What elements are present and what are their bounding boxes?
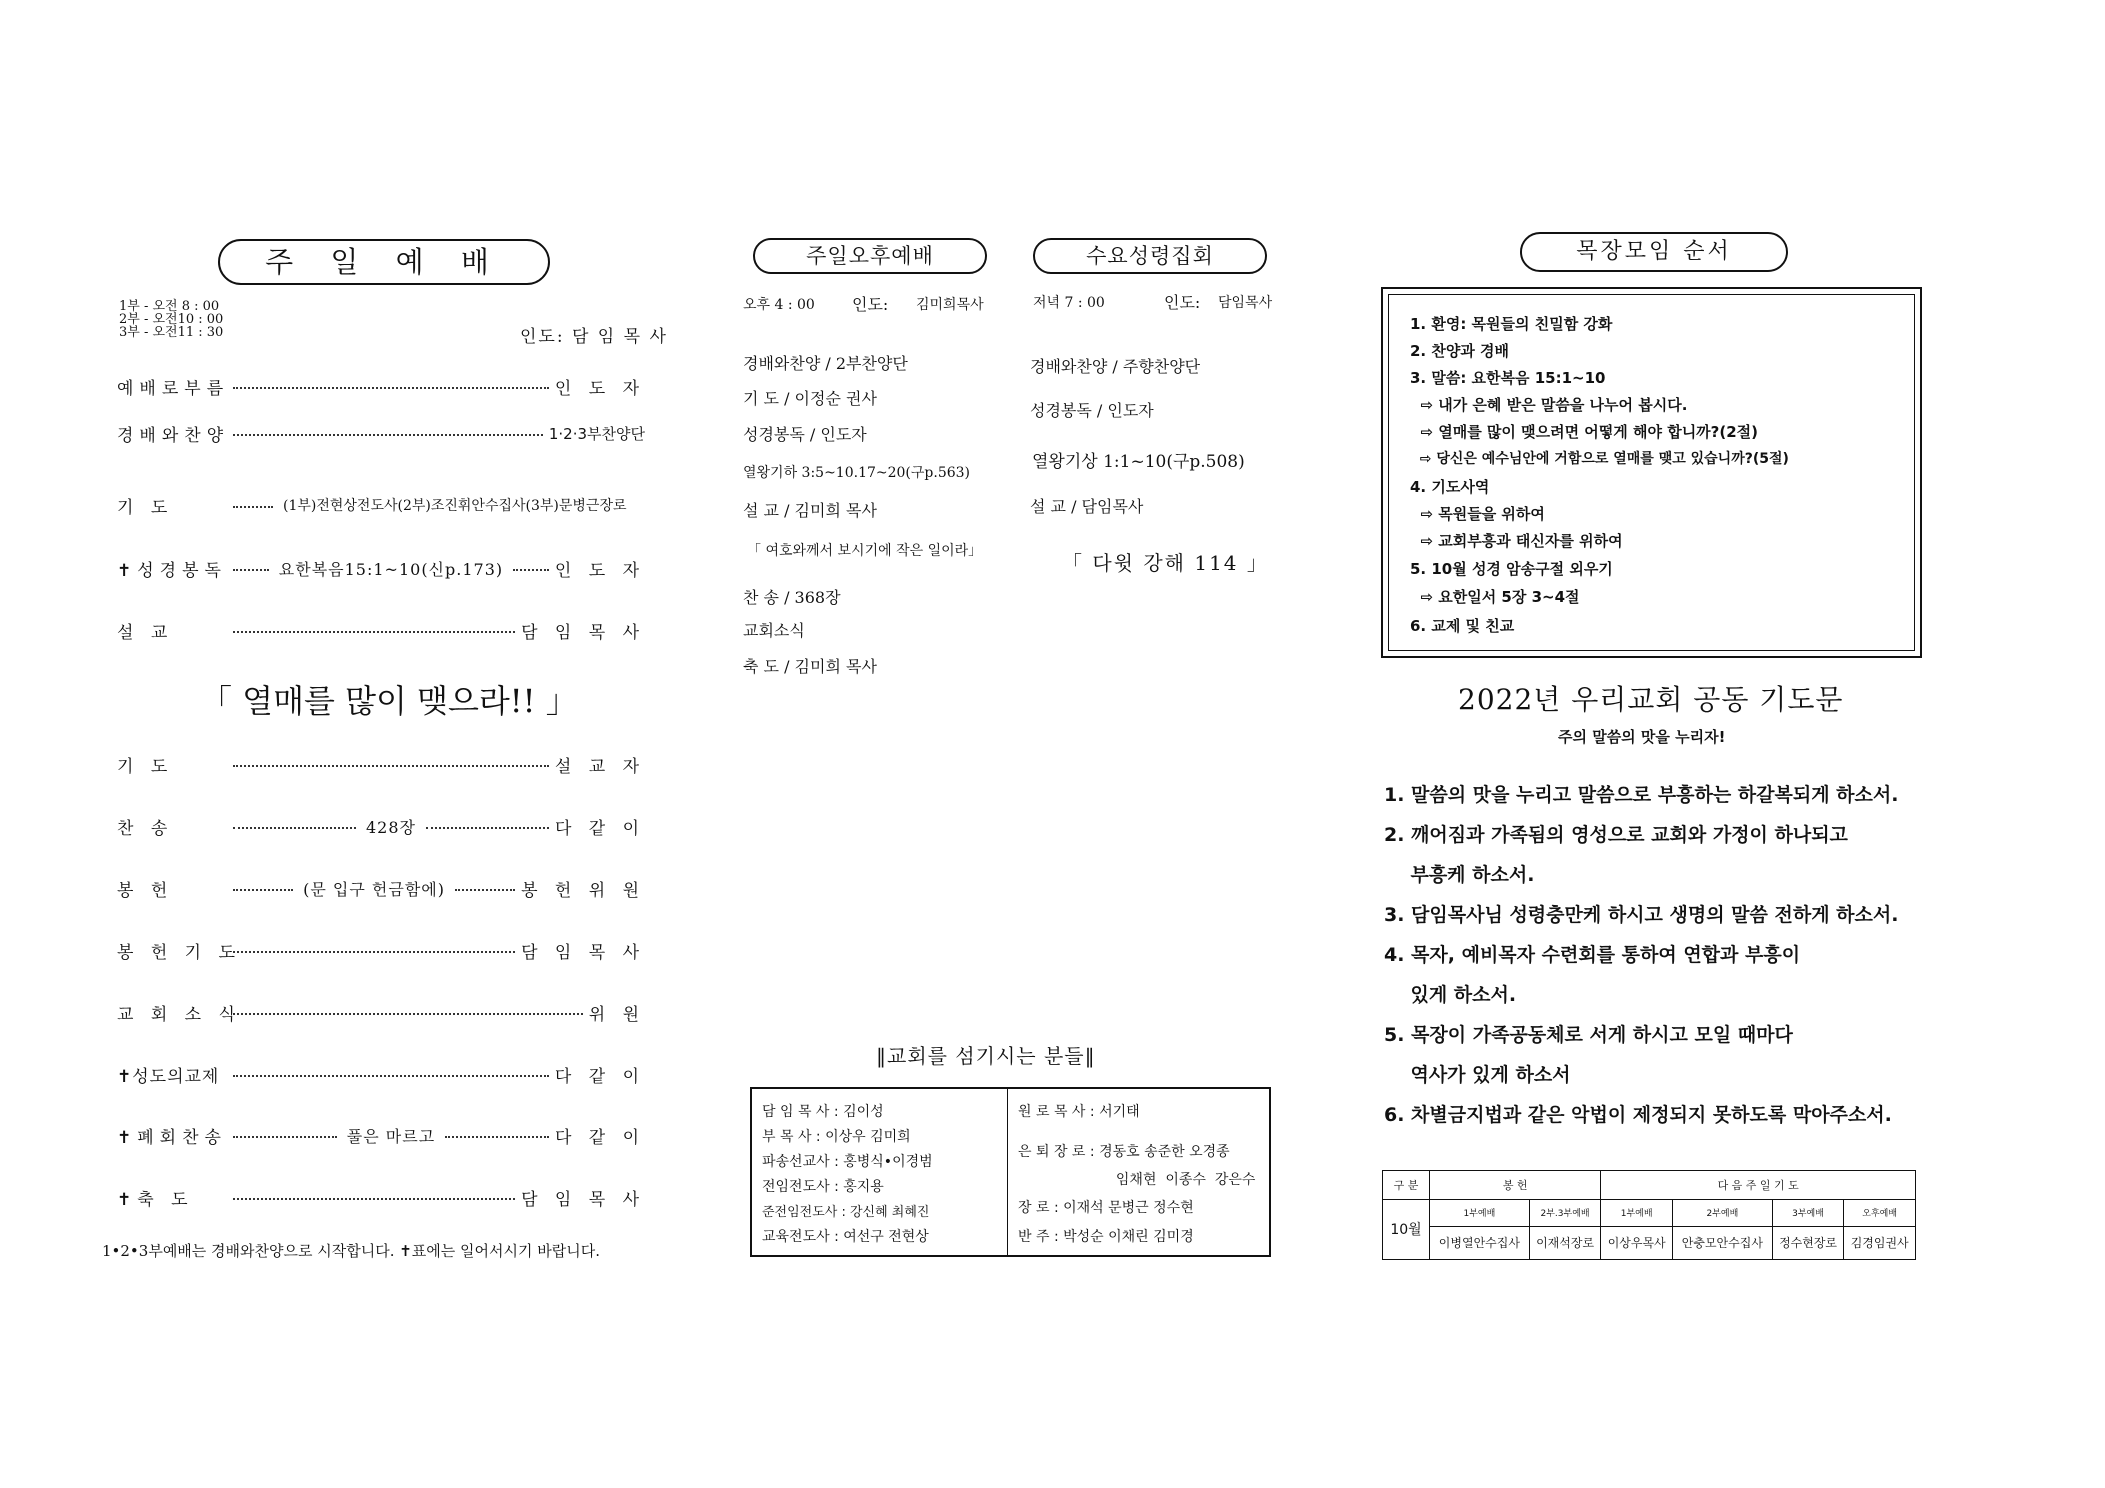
footnote: 1•2•3부예배는 경배와찬양으로 시작합니다. ✝표에는 일어서시기 바랍니다. — [102, 1242, 600, 1260]
cell-item: ⇨ 열매를 많이 맺으려면 어떻게 해야 합니까?(2절) — [1410, 423, 1759, 441]
cell-meeting-box — [1381, 287, 1922, 658]
order-right: 봉 헌 위 원 — [521, 880, 646, 901]
table-header-offering: 봉 헌 — [1430, 1171, 1601, 1200]
wednesday-title — [1033, 238, 1267, 274]
cell-item: 3. 말씀: 요한복음 15:1~10 — [1410, 369, 1606, 387]
staff-left-line: 담 임 목 사 : 김이성 — [762, 1104, 884, 1120]
order-label: 기 도 — [117, 497, 174, 518]
table-subheader: 3부예배 — [1772, 1199, 1844, 1226]
table-subheader: 오후예배 — [1844, 1199, 1916, 1226]
service-time-2: 2부 - 오전10 : 00 — [119, 312, 224, 327]
wednesday-item: 「 다윗 강해 114 」 — [1062, 551, 1269, 575]
cell-meeting-title-text: 목장모임 순서 — [1576, 239, 1732, 264]
afternoon-time: 오후 4 : 00 — [743, 297, 815, 313]
dotted-leader — [513, 569, 549, 571]
order-right: 인 도 자 — [554, 560, 645, 581]
staff-left-line: 교육전도사 : 여선구 전현상 — [762, 1229, 929, 1245]
prayer-line: 4. 목자, 예비목자 수련회를 통하여 연합과 부흥이 — [1384, 944, 1801, 966]
order-row — [117, 615, 645, 645]
order-row — [117, 749, 645, 779]
afternoon-item: 찬 송 / 368장 — [743, 588, 841, 607]
wednesday-item: 성경봉독 / 인도자 — [1030, 401, 1154, 420]
staff-right-line: 장 로 : 이재석 문병근 정수현 — [1018, 1200, 1194, 1216]
service-times — [119, 300, 223, 339]
staff-title: ‖교회를 섬기시는 분들‖ — [876, 1044, 1096, 1068]
wednesday-title-text: 수요성령집회 — [1086, 244, 1214, 268]
order-label: 설 교 — [117, 622, 174, 643]
staff-right-line: 은 퇴 장 로 : 경동호 송준한 오경종 — [1018, 1144, 1230, 1160]
cell-item: 1. 환영: 목원들의 친밀함 강화 — [1410, 315, 1613, 333]
wednesday-leader: 담임목사 — [1218, 295, 1273, 311]
cell-item: 2. 찬양과 경배 — [1410, 342, 1510, 360]
order-label: ✝축 도 — [117, 1189, 194, 1210]
offering-table — [1382, 1170, 1916, 1260]
prayer-line: 역사가 있게 하소서 — [1384, 1064, 1571, 1086]
prayer-subtitle: 주의 말씀의 맛을 누리자! — [1558, 728, 1726, 746]
table-subheader: 1부예배 — [1430, 1199, 1530, 1226]
order-right: 설 교 자 — [554, 756, 645, 777]
cell-item: ⇨ 요한일서 5장 3~4절 — [1410, 588, 1580, 606]
wednesday-time: 저녁 7 : 00 — [1033, 295, 1105, 311]
staff-left-line: 전임전도사 : 홍지용 — [762, 1179, 884, 1195]
order-right: 다 같 이 — [554, 1127, 646, 1148]
order-right: 다 같 이 — [554, 1066, 645, 1087]
staff-box — [750, 1087, 1271, 1257]
order-row — [117, 1059, 645, 1089]
dotted-leader — [233, 951, 515, 953]
dotted-leader — [233, 631, 515, 633]
staff-left-line: 파송선교사 : 홍병식•이경범 — [762, 1154, 933, 1170]
dotted-leader — [233, 1198, 515, 1200]
cell-item: 6. 교제 및 친교 — [1410, 617, 1515, 635]
wednesday-leader-label: 인도: — [1164, 293, 1201, 312]
table-cell: 김경임권사 — [1844, 1226, 1916, 1259]
order-right: 다 같 이 — [554, 818, 646, 839]
staff-right-line: 반 주 : 박성순 이채린 김미경 — [1018, 1229, 1194, 1245]
order-label: 봉 헌 기 도 — [117, 942, 241, 963]
order-row — [117, 811, 645, 841]
order-label: ✝폐회찬송 — [117, 1127, 227, 1148]
order-row — [117, 1120, 645, 1150]
prayer-title: 2022년 우리교회 공동 기도문 — [1458, 683, 1844, 716]
afternoon-item: 교회소식 — [743, 621, 805, 640]
dotted-leader — [233, 569, 269, 571]
order-label: 기 도 — [117, 756, 174, 777]
order-right: 담 임 목 사 — [521, 622, 645, 643]
afternoon-leader: 김미희목사 — [916, 297, 984, 313]
order-row — [117, 935, 645, 965]
dotted-leader — [233, 506, 273, 508]
afternoon-item: 경배와찬양 / 2부찬양단 — [743, 354, 908, 373]
table-cell: 이병열안수집사 — [1430, 1226, 1530, 1259]
prayer-line: 1. 말씀의 맛을 누리고 말씀으로 부흥하는 하갈복되게 하소서. — [1384, 784, 1899, 806]
cell-item: 4. 기도사역 — [1410, 478, 1490, 496]
order-label: ✝성경봉독 — [117, 560, 227, 581]
order-row — [117, 490, 645, 520]
dotted-leader — [233, 889, 293, 891]
dotted-leader — [233, 434, 543, 436]
cell-item: ⇨ 당신은 예수님안에 거함으로 열매를 맺고 있습니까?(5절) — [1410, 451, 1789, 467]
afternoon-item: 열왕기하 3:5~10.17~20(구p.563) — [743, 465, 971, 481]
dotted-leader — [445, 1136, 549, 1138]
dotted-leader — [455, 889, 515, 891]
order-row — [117, 553, 645, 583]
order-label: 예배로부름 — [117, 378, 230, 399]
sunday-title-text: 주 일 예 배 — [265, 245, 503, 279]
staff-left-line: 부 목 사 : 이상우 김미희 — [762, 1129, 911, 1145]
table-header-prayer: 다 음 주 일 기 도 — [1601, 1171, 1916, 1200]
staff-right-line: 임채현 이종수 강은수 — [1018, 1172, 1256, 1188]
order-right: 위 원 — [588, 1004, 645, 1025]
wednesday-item: 설 교 / 담임목사 — [1030, 497, 1144, 516]
prayer-line: 5. 목장이 가족공동체로 서게 하시고 모일 때마다 — [1384, 1024, 1793, 1046]
order-right: 담 임 목 사 — [521, 942, 645, 963]
dotted-leader — [233, 827, 356, 829]
staff-left-line: 준전임전도사 : 강신혜 최혜진 — [762, 1205, 930, 1220]
order-middle: (1부)전현상전도사(2부)조진휘안수집사(3부)문병근장로 — [283, 498, 627, 514]
afternoon-leader-label: 인도: — [852, 295, 889, 314]
cell-item: 5. 10월 성경 암송구절 외우기 — [1410, 560, 1613, 578]
order-row — [117, 371, 645, 401]
afternoon-item: 축 도 / 김미희 목사 — [743, 657, 877, 676]
afternoon-item: 설 교 / 김미희 목사 — [743, 501, 877, 520]
afternoon-title — [753, 238, 987, 274]
afternoon-title-text: 주일오후예배 — [806, 244, 934, 268]
table-subheader: 2부.3부예배 — [1529, 1199, 1601, 1226]
order-label: 봉 헌 — [117, 880, 174, 901]
table-cell: 이재석장로 — [1529, 1226, 1601, 1259]
dotted-leader — [233, 1013, 583, 1015]
order-middle: 428장 — [365, 817, 416, 837]
service-time-1: 1부 - 오전 8 : 00 — [119, 299, 220, 314]
prayer-line: 6. 차별금지법과 같은 악법이 제정되지 못하도록 막아주소서. — [1384, 1104, 1892, 1126]
staff-right-line: 원 로 목 사 : 서기태 — [1018, 1104, 1140, 1120]
order-right: 인 도 자 — [554, 378, 645, 399]
afternoon-item: 성경봉독 / 인도자 — [743, 425, 867, 444]
order-middle: (문 입구 헌금함에) — [303, 879, 445, 899]
dotted-leader — [233, 1136, 337, 1138]
dotted-leader — [233, 765, 549, 767]
dotted-leader — [233, 387, 549, 389]
cell-item: ⇨ 교회부흥과 태신자를 위하여 — [1410, 532, 1623, 550]
order-row — [117, 1182, 645, 1212]
wednesday-item: 열왕기상 1:1~10(구p.508) — [1032, 452, 1245, 472]
sunday-title — [218, 239, 550, 285]
table-cell: 정수현장로 — [1772, 1226, 1844, 1259]
order-label: 찬 송 — [117, 818, 174, 839]
cell-meeting-title — [1520, 232, 1788, 272]
order-row — [117, 418, 645, 448]
order-label: ✝성도의교제 — [117, 1066, 220, 1087]
prayer-line: 부흥케 하소서. — [1384, 864, 1535, 886]
wednesday-item: 경배와찬양 / 주향찬양단 — [1030, 357, 1201, 376]
dotted-leader — [426, 827, 549, 829]
order-label: 교 회 소 식 — [117, 1004, 241, 1025]
prayer-line: 2. 깨어짐과 가족됨의 영성으로 교회와 가정이 하나되고 — [1384, 824, 1848, 846]
prayer-line: 있게 하소서. — [1384, 984, 1517, 1006]
sermon-title: 「 열매를 많이 맺으라!! 」 — [200, 682, 578, 720]
afternoon-item: 기 도 / 이정순 권사 — [743, 389, 877, 408]
service-time-3: 3부 - 오전11 : 30 — [119, 325, 224, 340]
table-subheader: 1부예배 — [1601, 1199, 1673, 1226]
table-cell: 이상우목사 — [1601, 1226, 1673, 1259]
sunday-leader: 인도: 담 임 목 사 — [520, 327, 668, 347]
table-header-gubun: 구 분 — [1383, 1171, 1430, 1200]
order-right: 담 임 목 사 — [521, 1189, 645, 1210]
staff-divider — [1007, 1089, 1008, 1255]
order-right: 1·2·3부찬양단 — [548, 424, 645, 443]
order-row — [117, 873, 645, 903]
order-middle: 요한복음15:1~10(신p.173) — [278, 559, 504, 579]
cell-item: ⇨ 목원들을 위하여 — [1410, 505, 1545, 523]
prayer-line: 3. 담임목사님 성령충만케 하시고 생명의 말씀 전하게 하소서. — [1384, 904, 1899, 926]
afternoon-item: 「 여호와께서 보시기에 작은 일이라」 — [747, 543, 983, 559]
order-label: 경배와찬양 — [117, 425, 230, 446]
table-subheader: 2부예배 — [1672, 1199, 1772, 1226]
table-cell: 안충모안수집사 — [1672, 1226, 1772, 1259]
order-middle: 풀은 마르고 — [346, 1126, 436, 1146]
cell-item: ⇨ 내가 은혜 받은 말씀을 나누어 봅시다. — [1410, 396, 1688, 414]
order-row — [117, 997, 645, 1027]
dotted-leader — [233, 1075, 549, 1077]
table-month: 10월 — [1383, 1199, 1430, 1259]
